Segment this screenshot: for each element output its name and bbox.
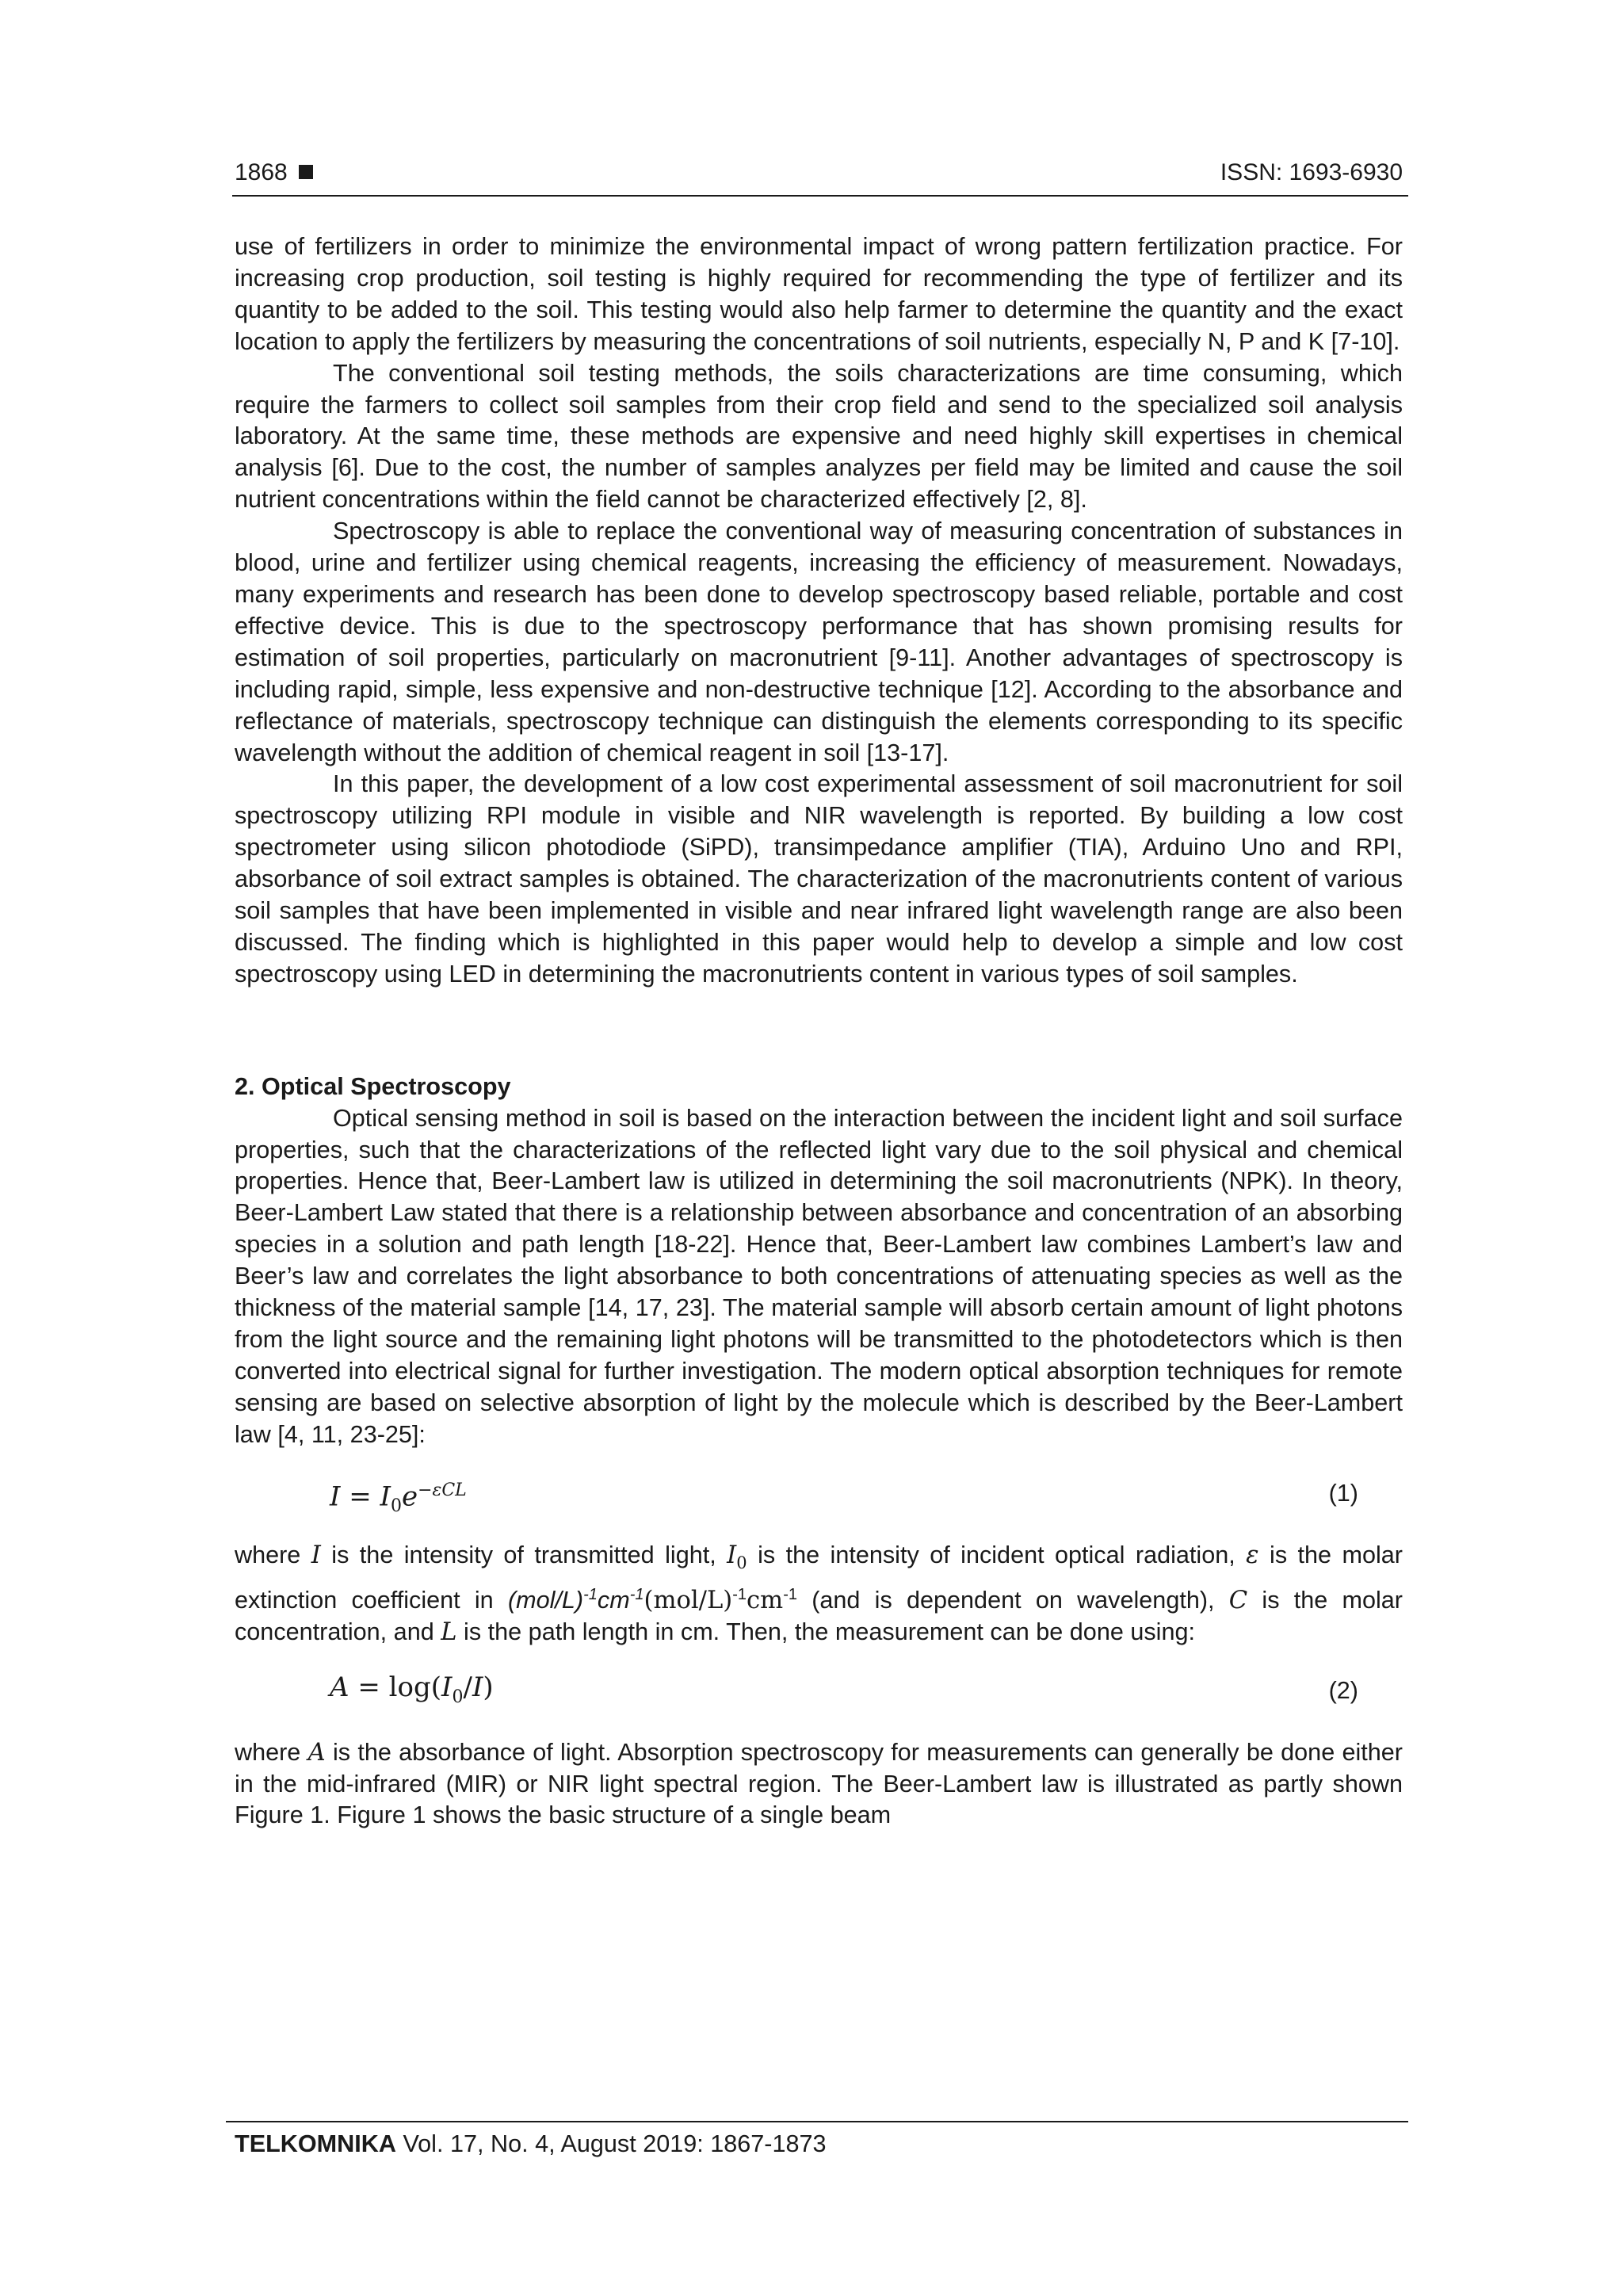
- header-rule: [232, 195, 1408, 197]
- body-text: [235, 231, 1403, 1832]
- black-square-icon: [299, 165, 313, 179]
- equation-1-number: (1): [1328, 1479, 1358, 1507]
- paragraph-3: Spectroscopy is able to replace the conventional way of measuring concentration of substances in blood, urine and fertilizer using chemical reagents, increasing the efficiency of measurement. Nowadays, many experiments and research has been done to develop spectroscopy based reliable, portable and cost effective device. This is due to the spectroscopy performance that has shown promising results for estimation of soil properties, particularly on macronutrient [9-11]. Another advantages of spectroscopy is including rapid, simple, less expensive and non-destructive technique [12]. According to the absorbance and reflectance of materials, spectroscopy technique can distinguish the elements corresponding to its specific wavelength without the addition of chemical reagent in soil [13-17].: [235, 518, 1403, 766]
- equation-1: [235, 1469, 1403, 1522]
- paragraph-2: The conventional soil testing methods, the soils characterizations are time consuming, which require the farmers to collect soil samples from their crop field and send to the specialized soil analysis laboratory. At the same time, these methods are expensive and need highly skill expertises in chemical analysis [6]. Due to the cost, the number of samples analyzes per field may be limited and cause the soil nutrient concentrations within the field cannot be characterized effectively [2, 8].: [235, 359, 1403, 514]
- paragraph-where-1: where I is the intensity of transmitted light, $I_0$ is the intensity of incident optical radiation, ε is the molar extinction coefficient in $(mol/L)^{-1}cm^{-1}(mol/L)^{-1}cm^{-1}$ (and is dependent on wavelength), C is the molar concentration, and L is the path length in cm. Then, the measurement can be done using:: [235, 1541, 1403, 1646]
- paragraph-4: In this paper, the development of a low cost experimental assessment of soil macronutrient for soil spectroscopy utilizing RPI module in visible and NIR wavelength is reported. By building a low cost spectrometer using silicon photodiode (SiPD), transimpedance amplifier (TIA), Arduino Uno and RPI, absorbance of soil extract samples is obtained. The characterization of the macronutrients content of various soil samples that have been implemented in visible and near infrared light wavelength range are also been discussed. The finding which is highlighted in this paper would help to develop a simple and low cost spectroscopy using LED in determining the macronutrients content in various types of soil samples.: [235, 770, 1403, 988]
- equation-2: [235, 1666, 1403, 1720]
- section-title: 2. Optical Spectroscopy: [235, 1072, 511, 1100]
- paragraph-where-2: where A is the absorbance of light. Absorption spectroscopy for measurements can generally be done either in the mid-infrared (MIR) or NIR light spectral region. The Beer-Lambert law is illustrated as partly shown Figure 1. Figure 1 shows the basic structure of a single beam: [235, 1738, 1403, 1829]
- page-footer: [235, 2129, 827, 2159]
- journal-name: TELKOMNIKA: [235, 2130, 396, 2157]
- equation-2-formula: $A = \log(I_0/I)$: [330, 1671, 494, 1707]
- issn-label: ISSN: 1693-6930: [1220, 159, 1403, 185]
- equation-2-number: (2): [1328, 1676, 1358, 1704]
- paragraph-5: Optical sensing method in soil is based on the interaction between the incident light and soil surface properties, such that the characterizations of the reflected light vary due to the soil physical and chemical properties. Hence that, Beer-Lambert law is utilized in determining the soil macronutrients (NPK). In theory, Beer-Lambert Law stated that there is a relationship between absorbance and concentration of an absorbing species in a solution and path length [18-22]. Hence that, Beer-Lambert law combines Lambert’s law and Beer’s law and correlates the light absorbance to both concentrations of attenuating species as well as the thickness of the material sample [14, 17, 23]. The material sample will absorb certain amount of light photons from the light source and the remaining light photons will be transmitted to the photodetectors which is then converted into electrical signal for further investigation. The modern optical absorption techniques for remote sensing are based on selective absorption of light by the molecule which is described by the Beer-Lambert law [4, 11, 23-25]:: [235, 1104, 1403, 1448]
- page-header: [235, 155, 1406, 197]
- page-number: 1868: [235, 159, 313, 187]
- paragraph-1: use of fertilizers in order to minimize the environmental impact of wrong pattern fertilization practice. For increasing crop production, soil testing is highly required for recommending the type of fertilizer and its quantity to be added to the soil. This testing would also help farmer to determine the quantity and the exact location to apply the fertilizers by measuring the concentrations of soil nutrients, especially N, P and K [7-10].: [235, 233, 1403, 355]
- equation-1-formula: $I = I_0e^{-\varepsilon CL}$: [330, 1480, 467, 1516]
- footer-rule: [226, 2121, 1408, 2122]
- journal-citation: Vol. 17, No. 4, August 2019: 1867-1873: [395, 2130, 827, 2157]
